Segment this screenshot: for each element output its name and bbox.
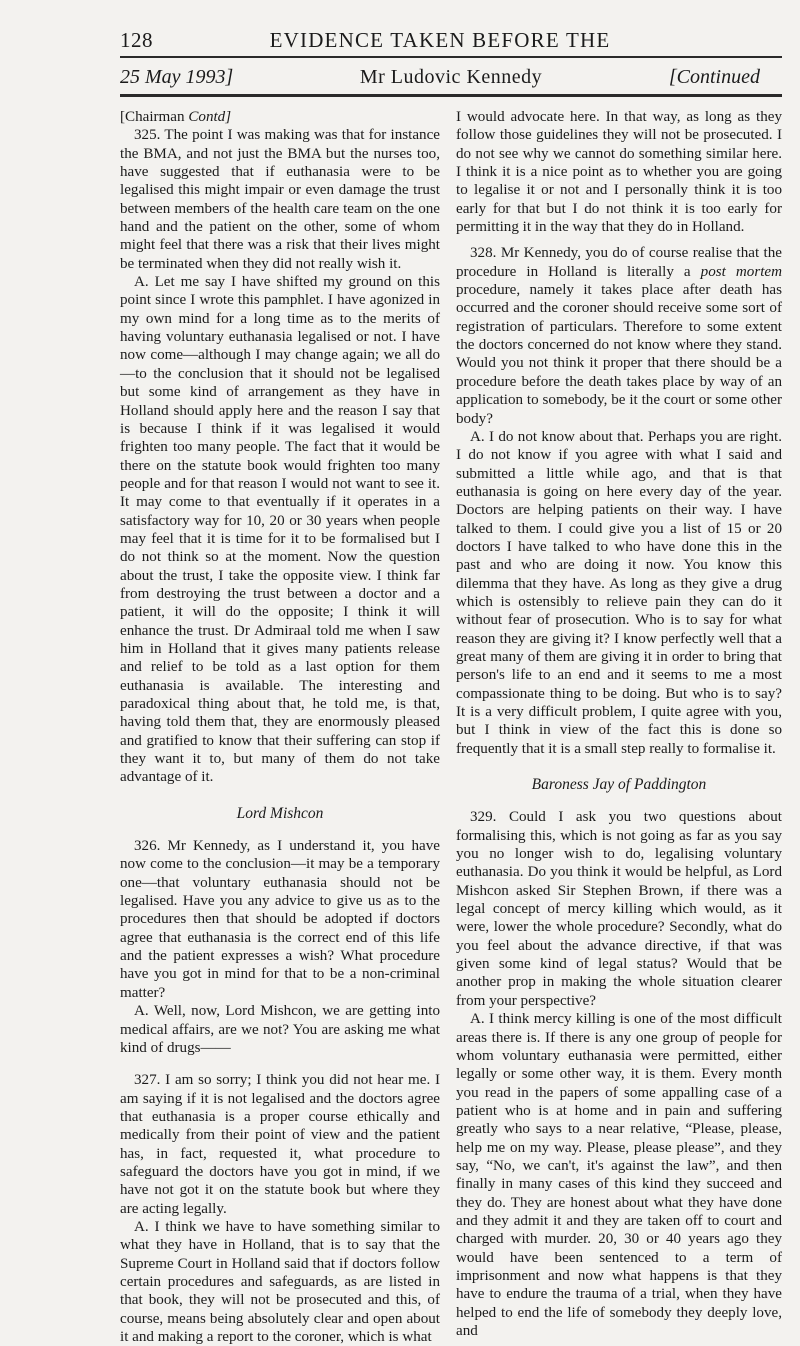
answer-328: A. I do not know about that. Perhaps you are right. I do not know if you agree with what I said and submitted a little while ago, and that is that euthanasia is going on here every day of the year. Doctors are helping patients on their way. I have talked to them. I could give you a list of 15 or 20 doctors I have talked to who have done this in the past and who are doing it now. You know this dilemma that they have. As long as they give a drug which is ostensibly to relieve pain they can do it without fear of prosecution. Who is to say for what reason they are giving it? I know perfectly well that a great many of them are giving it in order to bring that person's life to an end and it seems to me a most compassionate thing to be doing. But who is to say? It is a very difficult problem, I quite agree with you, but I think in view of the fact this is done so frequently that it is a small step really to formalise it. [456, 428, 782, 757]
session-date: 25 May 1993] [120, 66, 234, 88]
question-328: 328. Mr Kennedy, you do of course realise that the procedure in Holland is literally a post mortem procedure, namely it takes place after death has occurred and the coroner should receive some sort of registration of particulars. Therefore to some extent the doctors concerned do not know where they stand. Would you not think it proper that there should be a procedure before the death takes place by way of an application to somebody, be it the court or some other body? [456, 245, 782, 427]
question-329: 329. Could I ask you two questions about formalising this, which is not going as far as you say you no longer wish to do, legalising voluntary euthanasia. Do you think it would be helpful, as Lord Mishcon asked Sir Stephen Brown, if there was a legal concept of mercy killing which would, as it were, lower the whole procedure? Secondly, what do you feel about the advance directive, if that was given some kind of legal status? Would that be another prop in making the whole situation clearer from your perspective? [456, 809, 782, 1009]
continued-label: [Continued [668, 66, 760, 88]
paragraph-gap [456, 236, 782, 244]
running-head [120, 28, 760, 54]
answer-326: A. Well, now, Lord Mishcon, we are getting into medical affairs, are we not? You are asking me what kind of drugs—— [120, 1003, 440, 1056]
question-327: 327. I am so sorry; I think you did not hear me. I am saying if it is not legalised and the doctors agree that euthanasia is a proper course ethically and medically from their point of view and the patient has, in fact, requested it, what procedure to safeguard the doctors have you got in mind, if we have not got it on the statute book but where they are acting legally. [120, 1072, 440, 1217]
speaker-heading: Baroness Jay of Paddington [531, 776, 707, 794]
header-rule [120, 56, 782, 58]
right-column [456, 108, 782, 1340]
answer-329: A. I think mercy killing is one of the most difficult areas there is. If there is any one group of people for whom voluntary euthanasia were permitted, either legally or some other way, it is them. Every month you read in the papers of some appalling case of a patient who is at home and in pain and suffering greatly who says to a near relative, “Please, please, help me on my way. Please, please please”, and they say, “No, we can't, it's against the law”, and then finally in many cases of this kind they succeed and they do. They are honest about what they have done and they admit it and they are taken off to court and charged with murder. 20, 30 or 40 years ago they would have been sentenced to a term of imprisonment and now what happens is that they have to endure the trauma of a trial, when they have helped to end the life of somebody they deeply love, and [456, 1011, 782, 1339]
answer-327-continued: I would advocate here. In that way, as long as they follow those guidelines they will not be prosecuted. I do not see why we cannot do something similar here. I think it is a nice point as to whether you are going to legalise it or not and I personally think it is too early for that but I do not think it is too early for permitting it in the way that they do in Holland. [456, 109, 782, 236]
question-326: 326. Mr Kennedy, as I understand it, you have now come to the conclusion—it may be a temporary one—that voluntary euthanasia should not be legalised. Have you any advice to give us as to the procedures then that should be adopted if doctors agree that euthanasia is the correct end of this life and the patient expresses a wish? What procedure have you got in mind for that to be a non-criminal matter? [120, 838, 440, 1001]
witness-name: Mr Ludovic Kennedy [359, 66, 543, 88]
answer-327: A. I think we have to have something similar to what they have in Holland, that is to say that the Supreme Court in Holland said that if doctors follow certain procedures and safeguards, as are listed in that book, they will not be prosecuted and this, of course, means being absolutely clear and open about it and making a report to the coroner, which is what [120, 1218, 440, 1345]
sub-header [120, 66, 782, 92]
paragraph-gap [120, 1057, 440, 1071]
running-title: EVIDENCE TAKEN BEFORE THE [269, 28, 611, 52]
question-325: 325. The point I was making was that for instance the BMA, and not just the BMA but the nurses too, have suggested that if euthanasia were to be legalised this might impair or even damage the trust between members of the health care team on the one hand and the patient on the other, some of whom might feel that there was a risk that their lives might be terminated when they did not really wish it. [120, 127, 440, 272]
answer-325: A. Let me say I have shifted my ground on this point since I wrote this pamphlet. I have agonized in my own mind for a long time as to the merits of having voluntary euthanasia legalised or not. I have now come—although I may change again; we all do—to the conclusion that it should not be legalised but some kind of arrangement as they have in Holland should apply here and the reason I say that is because I think if it was legalised it would frighten too many people. The fact that it would be there on the statute book would frighten too many people and for that reason I would not want to see it. It may come to that eventually if it operates in a satisfactory way for 10, 20 or 30 years when people may feel that it is time for it to be formalised but I do not think so at the moment. Now the question about the trust, I take the opposite view. I think far from destroying the trust between a doctor and a patient, it will do the opposite; I think it will enhance the trust. Dr Admiraal told me when I saw him in Holland that it gives many patients release and relief to be told as a last option for them euthanasia is available. The interesting and paradoxical thing about that, he told me, is that, having told them that, they are enormously pleased and gratified to know that their suffering can stop if they want it to, but many of them do not take advantage of it. [120, 274, 440, 786]
page-number: 128 [120, 28, 153, 52]
chairman-heading: [Chairman Contd] [120, 109, 232, 125]
sub-header-rule [120, 94, 782, 97]
speaker-heading: Lord Mishcon [236, 804, 324, 822]
left-column [120, 108, 440, 1346]
